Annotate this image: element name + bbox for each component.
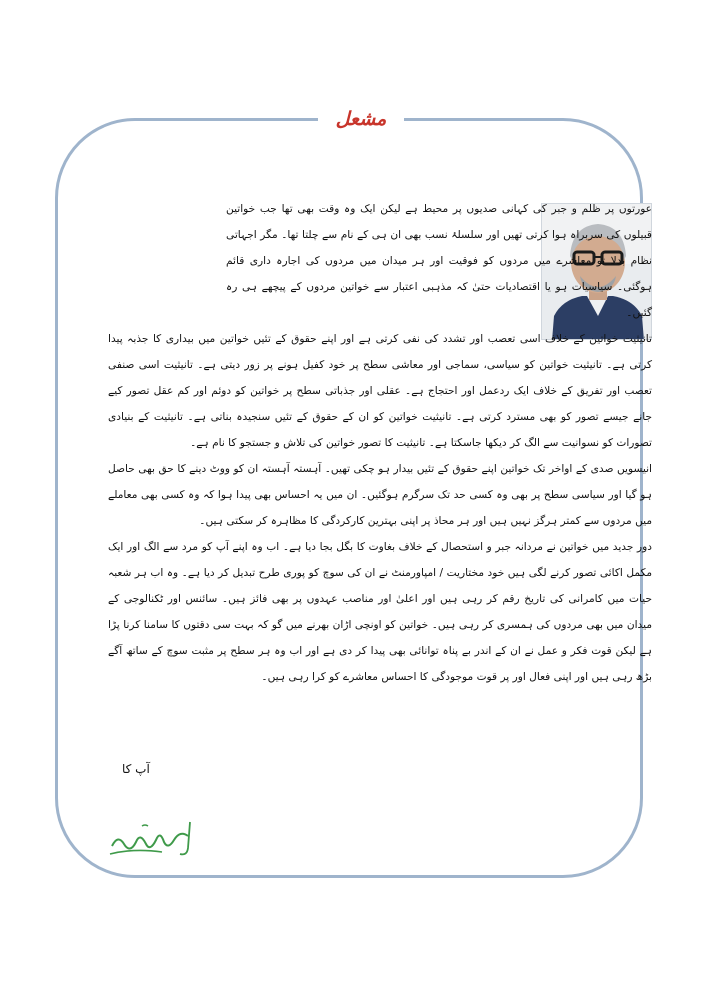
article-body bbox=[108, 196, 652, 690]
paragraph: انیسویں صدی کے اواخر تک خواتین اپنے حقوق کے تئیں بیدار ہو چکی تھیں۔ آہستہ آہستہ ان کو ووٹ دینے کا حق بھی حاصل ہو گیا اور سیاسی سطح پر بھی وہ کسی حد تک سرگرم ہوگئیں۔ ان میں یہ احساس بھی پیدا ہوا کہ وہ کسی بھی معاملے میں مردوں سے کمتر ہرگز نہیں ہیں اور ہر محاذ پر اپنی بہترین کارکردگی کا مظاہرہ کر سکتی ہیں۔ bbox=[108, 463, 652, 527]
paragraph: عورتوں پر ظلم و جبر کی کہانی صدیوں پر محیط ہے لیکن ایک وہ وقت بھی تھا جب خواتین قبیلوں کی سربراہ ہوا کرتی تھیں اور سلسلۂ نسب بھی ان ہی کے نام سے چلتا تھا۔ مگر اجہاتی نظام بدلا تو معاشرے میں مردوں کو فوقیت اور ہر میدان میں مردوں کی اجارہ داری قائم ہوگئی۔ سیاسیات ہو یا اقتصادیات حتیٰ کہ مذہبی اعتبار سے خواتین مردوں کے پیچھے ہی رہ گئیں۔ bbox=[226, 203, 652, 319]
closing-line: آپ کا bbox=[122, 762, 150, 776]
paragraph: دور جدید میں خواتین نے مردانہ جبر و استحصال کے خلاف بغاوت کا بگل بجا دیا ہے۔ اب وہ اپنے آپ کو مرد سے الگ اور ایک مکمل اکائی تصور کرنے لگی ہیں خود مختاریت / امپاورمنٹ نے ان کی سوچ کو پوری طرح تبدیل کر دیا ہے۔ وہ اب ہر شعبہ حیات میں کامرانی کی تاریخ رقم کر رہی ہیں اور اعلیٰ اور مناصب عہدوں پر بھی فائز ہیں۔ سائنس اور ٹکنالوجی کے میدان میں بھی مردوں کی ہمسری کر رہی ہیں۔ خواتین کو اونچی اڑان بھرنے میں گو کہ بہت سی دقتوں کا سامنا کرنا پڑا ہے لیکن قوت فکر و عمل نے ان کے اندر بے پناہ توانائی بھی پیدا کر دی ہے اور اب وہ ہر سطح پر مثبت سوچ کے ساتھ آگے بڑھ رہی ہیں اور اپنی فعال اور پر قوت موجودگی کا احساس معاشرے کو کرا رہی ہیں۔ bbox=[108, 541, 652, 683]
title-badge bbox=[318, 99, 404, 139]
page-title: مشعل bbox=[335, 108, 387, 130]
handwritten-signature-icon bbox=[104, 814, 204, 864]
signature bbox=[104, 814, 204, 864]
paragraph: تانیثیت خواتین کے خلاف اسی تعصب اور تشدد کی نفی کرتی ہے اور اپنے حقوق کے تئیں خواتین میں بیداری کا جذبہ پیدا کرتی ہے۔ تانیثیت خواتین کو سیاسی، سماجی اور معاشی سطح پر خود کفیل ہونے پر زور دیتی ہے۔ تانیثیت اسی صنفی تعصب اور تفریق کے خلاف ایک ردعمل اور احتجاج ہے۔ عقلی اور جذباتی سطح پر خواتین کو دوئم اور کم عقل تصور کیے جانے جیسے تصور کو بھی مسترد کرتی ہے۔ تانیثیت خواتین کو ان کے حقوق کے تئیں سنجیدہ بناتی ہے۔ تانیثیت کے بنیادی تصورات کو نسوانیت سے الگ کر دیکھا جاسکتا ہے۔ تانیثیت کا تصور خواتین کی تلاش و جستجو کا نام ہے۔ bbox=[108, 333, 652, 449]
